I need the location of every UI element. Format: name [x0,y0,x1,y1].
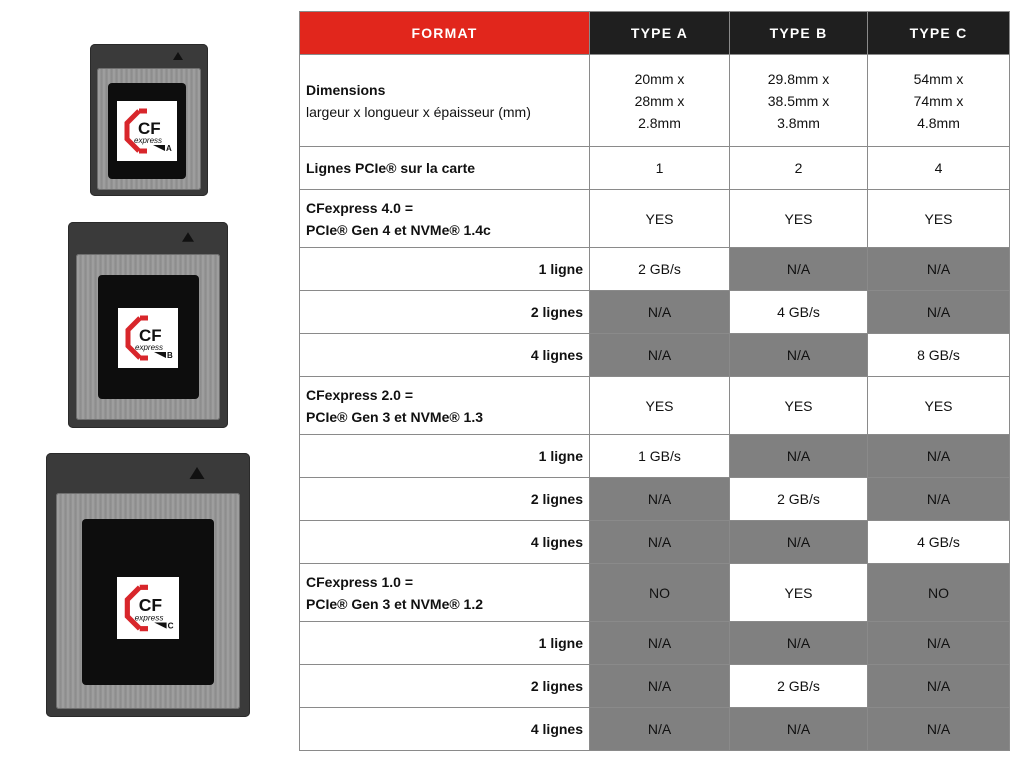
speed-type-b: 2 GB/s [730,665,868,708]
dimensions-label: Dimensions [306,81,386,98]
standard-label: CFexpress 2.0 = PCIe® Gen 3 et NVMe® 1.3 [300,377,590,435]
lanes-label: Lignes PCIe® sur la carte [300,147,590,190]
header-format: FORMAT [300,12,590,55]
speed-type-b: N/A [730,622,868,665]
standard-support-type-b: YES [730,377,868,435]
dimensions-type-c: 54mm x 74mm x 4.8mm [868,55,1010,147]
speed-type-b: 4 GB/s [730,291,868,334]
speed-type-b: N/A [730,521,868,564]
lane-speed-row [300,291,1010,334]
lanes-type-c: 4 [868,147,1010,190]
lane-speed-row [300,478,1010,521]
speed-type-c: N/A [868,478,1010,521]
standard-row [300,190,1010,248]
speed-type-c: 4 GB/s [868,521,1010,564]
speed-type-a: 1 GB/s [590,435,730,478]
standard-support-type-c: YES [868,190,1010,248]
speed-type-a: N/A [590,665,730,708]
lane-speed-row [300,435,1010,478]
speed-type-a: 2 GB/s [590,248,730,291]
header-type-c: TYPE C [868,12,1010,55]
speed-type-b: N/A [730,435,868,478]
card-notch-triangle-icon [190,467,205,479]
standard-row [300,564,1010,622]
standard-support-type-b: YES [730,190,868,248]
standard-label: CFexpress 4.0 = PCIe® Gen 4 et NVMe® 1.4c [300,190,590,248]
speed-type-a: N/A [590,521,730,564]
speed-type-b: N/A [730,248,868,291]
dimensions-label-cell [300,55,590,147]
standard-support-type-b: YES [730,564,868,622]
lane-count-label: 2 lignes [300,665,590,708]
standard-row [300,377,1010,435]
cfexpress-logo [118,308,178,368]
cfexpress-type-c-card-image [46,453,250,717]
header-type-a: TYPE A [590,12,730,55]
standard-support-type-c: NO [868,564,1010,622]
standard-support-type-c: YES [868,377,1010,435]
dimensions-row [300,55,1010,147]
standard-support-type-a: NO [590,564,730,622]
speed-type-a: N/A [590,708,730,751]
table-header-row [300,12,1010,55]
lane-count-label: 1 ligne [300,622,590,665]
lanes-type-a: 1 [590,147,730,190]
cfexpress-type-a-card-image [90,44,208,196]
logo-cf-text: CF [139,326,162,345]
logo-express-text: express [134,613,164,623]
logo-express-text: express [134,136,163,145]
dimensions-description: largeur x longueur x épaisseur (mm) [306,103,531,120]
speed-type-b: N/A [730,708,868,751]
speed-type-a: N/A [590,334,730,377]
speed-type-c: N/A [868,291,1010,334]
logo-type-letter: B [167,351,173,360]
speed-type-c: N/A [868,708,1010,751]
cfexpress-type-b-card-image [68,222,228,428]
speed-type-c: N/A [868,248,1010,291]
cfexpress-logo [117,577,179,639]
lane-count-label: 2 lignes [300,478,590,521]
speed-type-c: N/A [868,622,1010,665]
cfexpress-logo [117,101,177,161]
speed-type-a: N/A [590,291,730,334]
logo-type-letter: A [166,144,172,153]
speed-type-b: 2 GB/s [730,478,868,521]
logo-express-text: express [135,343,164,352]
lane-speed-row [300,334,1010,377]
speed-type-c: N/A [868,435,1010,478]
speed-type-a: N/A [590,478,730,521]
header-type-b: TYPE B [730,12,868,55]
logo-cf-text: CF [138,119,161,138]
logo-cf-text: CF [138,595,163,616]
lane-count-label: 1 ligne [300,248,590,291]
standard-label: CFexpress 1.0 = PCIe® Gen 3 et NVMe® 1.2 [300,564,590,622]
lane-count-label: 2 lignes [300,291,590,334]
lane-speed-row [300,708,1010,751]
lanes-row [300,147,1010,190]
dimensions-type-a: 20mm x 28mm x 2.8mm [590,55,730,147]
lane-speed-row [300,665,1010,708]
lane-count-label: 1 ligne [300,435,590,478]
lane-count-label: 4 lignes [300,521,590,564]
speed-type-b: N/A [730,334,868,377]
speed-type-a: N/A [590,622,730,665]
lane-count-label: 4 lignes [300,334,590,377]
lane-speed-row [300,248,1010,291]
speed-type-c: N/A [868,665,1010,708]
cfexpress-spec-table [299,11,1010,751]
card-notch-triangle-icon [173,52,183,60]
lane-count-label: 4 lignes [300,708,590,751]
dimensions-type-b: 29.8mm x 38.5mm x 3.8mm [730,55,868,147]
standard-support-type-a: YES [590,377,730,435]
card-notch-triangle-icon [182,232,194,242]
lanes-type-b: 2 [730,147,868,190]
speed-type-c: 8 GB/s [868,334,1010,377]
logo-type-letter: C [167,621,174,631]
lane-speed-row [300,521,1010,564]
lane-speed-row [300,622,1010,665]
standard-support-type-a: YES [590,190,730,248]
